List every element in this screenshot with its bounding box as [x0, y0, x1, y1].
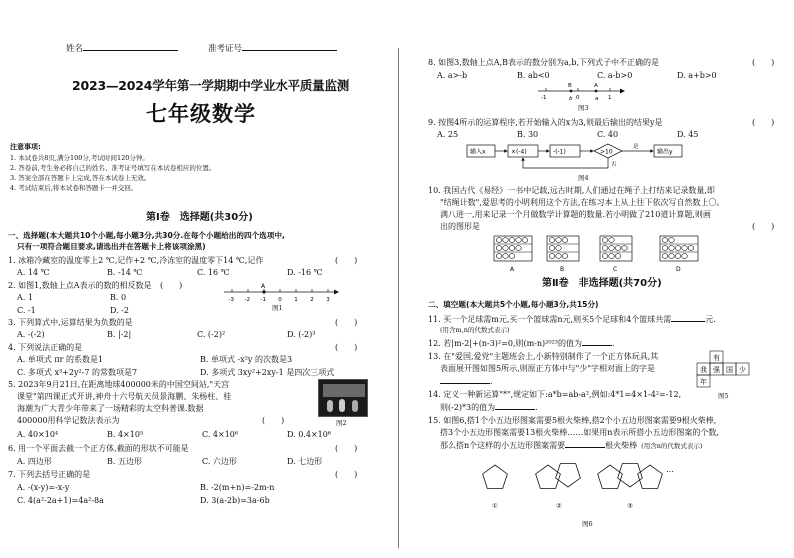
- knot-circle: [522, 238, 528, 243]
- q7-option-d[interactable]: D. 3(a-2b)=3a-6b: [200, 496, 270, 505]
- q14-answer-blank[interactable]: [495, 402, 535, 410]
- knot-circle: [556, 246, 562, 251]
- knot-circle: [503, 246, 509, 251]
- pentagon: [618, 463, 643, 487]
- knot-circle: [609, 246, 615, 251]
- pentagon: [536, 465, 561, 489]
- q10-figure-b[interactable]: [547, 236, 579, 261]
- figure-3-caption: 图3: [578, 104, 589, 112]
- q10-figure-a[interactable]: [494, 236, 532, 261]
- figure-6-caption: 图6: [582, 520, 593, 528]
- knot-circle: [675, 246, 681, 251]
- q9-option-a[interactable]: A. 25: [437, 130, 459, 139]
- notes-heading: 注意事项:: [10, 143, 41, 151]
- point-b-value: b: [569, 96, 573, 102]
- q3-option-a[interactable]: A. -(-2): [17, 330, 45, 339]
- net-cell: 国: [726, 366, 733, 374]
- note-item: 4. 考试结束后,将本试卷和答题卡一并交回。: [10, 184, 138, 192]
- knot-circle: [675, 254, 681, 259]
- q14-answer-line: 则(-2)*3的值为 .: [440, 403, 538, 412]
- flow-no-label: 否: [611, 162, 617, 168]
- q7-stem: 7. 下列去括号正确的是: [8, 470, 91, 479]
- continuation-dots: …: [666, 465, 674, 474]
- point-b-label: B: [568, 83, 572, 89]
- q5-option-b[interactable]: B. 4×10⁵: [107, 430, 144, 439]
- q7-option-c[interactable]: C. 4(a²-2a+1)=4a²-8a: [17, 496, 104, 505]
- figure-3-number-line: [536, 80, 626, 104]
- q10-answer-paren[interactable]: ( ): [752, 222, 775, 231]
- flow-decision-label: >10: [600, 148, 613, 156]
- q5-line: 课堂"第四课正式开讲,神舟十六号航天员景海鹏、朱杨柱、桂: [17, 392, 232, 401]
- knot-circle: [509, 238, 515, 243]
- net-cell: 年: [700, 378, 707, 386]
- q2-stem: 2. 如图1,数轴上点A表示的数的相反数是: [8, 281, 152, 290]
- knot-circle: [516, 246, 522, 251]
- q8-option-d[interactable]: D. a+b>0: [677, 71, 717, 80]
- q1-stem: 1. 冰箱冷藏室的温度零上2 ℃,记作+2 ℃,冷冻室的温度零下14 ℃,记作: [8, 256, 264, 265]
- page-divider: [398, 48, 399, 548]
- q4-option-d[interactable]: D. 多项式 3xy²+2xy-1 是四次三项式: [200, 368, 335, 377]
- q13-answer-blank[interactable]: [440, 376, 490, 384]
- figure-5-cube-net: [696, 350, 752, 392]
- q6-option-b[interactable]: B. 五边形: [107, 457, 142, 466]
- knot-circle: [503, 254, 509, 259]
- q4-option-a[interactable]: A. 单项式 πr 的系数是1: [17, 355, 104, 364]
- knot-circle: [602, 246, 608, 251]
- knot-circle: [615, 246, 621, 251]
- net-cell: 有: [713, 354, 720, 362]
- part1-title: 第Ⅰ卷 选择题(共30分): [146, 212, 253, 223]
- q2-answer-paren[interactable]: ( ): [160, 281, 183, 290]
- point-a-marker: [595, 90, 598, 93]
- point-a-label: A: [594, 83, 598, 89]
- q2-option-a[interactable]: A. 1: [17, 293, 33, 302]
- part2-title: 第Ⅱ卷 非选择题(共70分): [542, 278, 662, 289]
- point-b-marker: [570, 90, 573, 93]
- pattern-label: ③: [627, 502, 633, 510]
- point-a-value: a: [595, 96, 599, 102]
- knot-circle: [669, 246, 675, 251]
- q2-option-b[interactable]: B. 0: [110, 293, 127, 302]
- q10-option-c-label: C: [613, 266, 618, 273]
- net-cell: 少: [739, 366, 746, 374]
- q5-line: 400000用科学记数法表示为: [17, 416, 120, 425]
- pentagon-pattern-3: [598, 463, 663, 488]
- q7-option-a[interactable]: A. -(x-y)=-x-y: [17, 483, 70, 492]
- q1-option-b[interactable]: B. -14 ℃: [107, 268, 143, 277]
- figure-1-caption: 图1: [272, 304, 283, 312]
- q8-tick-label: 1: [608, 95, 612, 101]
- q2-option-d[interactable]: D. -2: [110, 306, 130, 315]
- q6-option-d[interactable]: D. 七边形: [287, 457, 323, 466]
- q4-answer-paren[interactable]: ( ): [335, 343, 358, 352]
- q1-option-c[interactable]: C. 16 ℃: [197, 268, 230, 277]
- tick-label: 1: [294, 297, 298, 303]
- knot-circle: [688, 246, 694, 251]
- q5-option-a[interactable]: A. 40×10⁴: [17, 430, 59, 439]
- q7-answer-paren[interactable]: ( ): [335, 470, 358, 479]
- q3-option-d[interactable]: D. (-2)³: [287, 330, 316, 339]
- q9-option-b[interactable]: B. 30: [517, 130, 539, 139]
- tick-label: 0: [278, 297, 282, 303]
- knot-circle: [556, 238, 562, 243]
- q8-tick-label: -1: [541, 95, 547, 101]
- figure-2-caption: 图2: [336, 419, 347, 427]
- figure-2-photo: [318, 379, 368, 417]
- q5-options: [17, 430, 347, 440]
- flow-output-label: 输出y: [657, 148, 673, 156]
- q3-option-b[interactable]: B. |-2|: [107, 330, 132, 339]
- section1-heading-2: 只有一项符合题目要求,请选出并在答题卡上将该项涂黑): [17, 242, 206, 251]
- subject-title: 七年级数学: [146, 102, 256, 126]
- knot-circle: [662, 246, 668, 251]
- q12-text: 12. 若|m-2|+(n-3)²=0,则(m-n)²⁰²³的值为 .: [428, 339, 615, 348]
- knot-circle: [669, 238, 675, 243]
- q10-line: "结绳计数",爱思考的小明利用这个方法,在练习本上从上往下依次写自然数上〇。: [440, 198, 725, 207]
- q11-text: 11. 买一个足球需m元,买一个篮球需n元,则买5个足球和4个篮球共需 元.: [428, 315, 716, 324]
- pentagon: [598, 465, 623, 489]
- q10-line: 出的图形是: [440, 222, 480, 231]
- pentagon-pattern-1: [483, 465, 508, 489]
- q8-tick-label: 0: [576, 95, 580, 101]
- tick-label: 3: [326, 297, 330, 303]
- figure-4-flowchart: [465, 139, 685, 173]
- knot-circle: [516, 238, 522, 243]
- exam-id-label: 准考证号: [208, 44, 337, 55]
- section1-heading: 一、选择题(本大题共10个小题,每小题3分,共30分.在每个小题给出的四个选项中,: [8, 231, 285, 240]
- flow-yes-label: 是: [633, 144, 639, 150]
- pattern-label: ②: [556, 502, 562, 510]
- q15-line: 搭3个小五边形图案需要13根火柴棒……如果用n表示所搭小五边形图案的个数,: [440, 428, 719, 437]
- note-item: 1. 本试卷共8页,满分100分,考试时间120分钟。: [10, 154, 149, 162]
- q4-stem: 4. 下列说法正确的是: [8, 343, 83, 352]
- q6-options: [17, 457, 347, 467]
- q8-option-a[interactable]: A. a>-b: [437, 71, 468, 80]
- q12-answer-blank[interactable]: [582, 338, 612, 346]
- point-a-marker: [262, 290, 265, 293]
- figure-6-pentagons: [470, 452, 710, 512]
- knot-circle: [602, 238, 608, 243]
- flow-input-label: 输入x: [470, 148, 486, 156]
- q10-figure-d[interactable]: [660, 236, 698, 261]
- q10-line: 10. 我国古代《易经》一书中记载,远古时期,人们通过在绳子上打结来记录数量,即: [428, 186, 715, 195]
- tick-label: -3: [228, 297, 234, 303]
- q10-figure-c[interactable]: [600, 236, 632, 261]
- net-cell: 强: [713, 366, 720, 374]
- tick-label: -1: [260, 297, 266, 303]
- q11-answer-blank[interactable]: [671, 314, 705, 322]
- name-label: 姓名: [66, 44, 178, 55]
- knot-circle: [662, 238, 668, 243]
- q15-answer-line: 那么搭n个这样的小五边形图案需要 根火柴棒 (用含n的代数式表示): [440, 441, 703, 450]
- knot-circle: [602, 254, 608, 259]
- q4-option-b[interactable]: B. 单项式 -x²y 的次数是3: [200, 355, 293, 364]
- knot-circle: [509, 246, 515, 251]
- knot-circle: [496, 238, 502, 243]
- q8-stem: 8. 如图3,数轴上点A,B表示的数分别为a,b,下列式子中不正确的是: [428, 58, 659, 67]
- q10-option-b-label: B: [560, 266, 565, 273]
- q13-line: 表面展开图如图5所示,则原正方体中与"少"字相对面上的字是: [440, 364, 655, 373]
- q15-answer-blank[interactable]: [565, 440, 605, 448]
- q3-options: [17, 330, 347, 340]
- q5-answer-paren[interactable]: ( ): [262, 416, 285, 425]
- knot-circle: [609, 238, 615, 243]
- note-item: 3. 答案全部在答题卡上完成,答在本试卷上无效。: [10, 174, 151, 182]
- figure-4-caption: 图4: [578, 174, 589, 182]
- knot-circle: [669, 254, 675, 259]
- pentagon: [556, 463, 581, 487]
- q6-option-c[interactable]: C. 六边形: [202, 457, 237, 466]
- q5-line: 5. 2023年9月21日,在距离地球400000米的中国空间站,"天宫: [8, 380, 230, 389]
- q1-option-a[interactable]: A. 14 ℃: [17, 268, 50, 277]
- knot-circle: [682, 254, 688, 259]
- knot-circle: [496, 254, 502, 259]
- q10-line: 满八进一,用来记录一个月做数学计算题的数量.若小明做了210道计算题,则画: [440, 210, 711, 219]
- q13-answer-line: .: [440, 376, 493, 387]
- pentagon: [483, 465, 508, 489]
- knot-circle: [622, 246, 628, 251]
- tick-label: 2: [310, 297, 314, 303]
- q1-option-d[interactable]: D. -16 ℃: [287, 268, 323, 277]
- knot-circle: [549, 246, 555, 251]
- knot-circle: [662, 254, 668, 259]
- q13-line: 13. 在"爱国,爱党"主题班会上,小新特别制作了一个正方体玩具,其: [428, 352, 659, 361]
- flow-subtract-label: -(-1): [553, 148, 566, 156]
- q7-option-b[interactable]: B. -2(m+n)=-2m-n: [200, 483, 275, 492]
- q8-option-b[interactable]: B. ab<0: [517, 71, 550, 80]
- q2-option-c[interactable]: C. -1: [17, 306, 36, 315]
- q10-knot-figures: [492, 234, 714, 274]
- q9-stem: 9. 按图4所示的运算程序,若开始输入的x为3,则最后输出的结果y是: [428, 118, 663, 127]
- point-a-label: A: [261, 283, 266, 290]
- knot-circle: [615, 254, 621, 259]
- q1-options: [17, 268, 347, 278]
- knot-circle: [562, 254, 568, 259]
- pentagon: [638, 465, 663, 489]
- q10-option-a-label: A: [510, 266, 515, 273]
- q14-line: 14. 定义一种新运算"*",规定如下:a*b=ab-a²,例如:4*1=4×1-4²=-12,: [428, 390, 682, 399]
- q1-answer-paren[interactable]: ( ): [335, 256, 358, 265]
- q3-stem: 3. 下列算式中,运算结果为负数的是: [8, 318, 133, 327]
- tick-label: -2: [244, 297, 250, 303]
- q3-answer-paren[interactable]: ( ): [335, 318, 358, 327]
- q5-option-d[interactable]: D. 0.4×10⁶: [287, 430, 332, 439]
- q11-note: (用含m,n的代数式表示): [440, 326, 510, 334]
- q6-stem: 6. 用一个平面去截一个正方体,截面的形状不可能是: [8, 444, 189, 453]
- exam-title: 2023—2024学年第一学期期中学业水平质量监测: [72, 78, 350, 93]
- q5-line: 海潮为广大青少年带来了一场精彩的太空科普课.数据: [17, 404, 204, 413]
- q8-option-c[interactable]: C. a-b>0: [597, 71, 633, 80]
- flow-multiply-label: ×(-4): [511, 148, 527, 156]
- knot-circle: [509, 254, 515, 259]
- knot-circle: [562, 238, 568, 243]
- q3-option-c[interactable]: C. (-2)²: [197, 330, 226, 339]
- section2-heading: 二、填空题(本大题共5个小题,每小题3分,共15分): [428, 300, 599, 309]
- pentagon-pattern-2: [536, 463, 581, 488]
- knot-circle: [496, 246, 502, 251]
- q9-option-c[interactable]: C. 40: [597, 130, 619, 139]
- knot-circle: [682, 246, 688, 251]
- q15-line: 15. 如图6,搭1个小五边形图案需要5根火柴棒,搭2个小五边形图案需要9根火柴棒,: [428, 416, 717, 425]
- note-item: 2. 答卷前,考生务必将自己的姓名、准考证号填写在本试卷相应的位置。: [10, 164, 216, 172]
- net-cell: 我: [700, 366, 707, 374]
- pattern-label: ①: [492, 502, 498, 510]
- knot-circle: [549, 254, 555, 259]
- q10-option-d-label: D: [676, 266, 681, 273]
- q6-answer-paren[interactable]: ( ): [335, 444, 358, 453]
- q5-option-c[interactable]: C. 4×10⁶: [202, 430, 239, 439]
- knot-circle: [556, 254, 562, 259]
- q8-answer-paren[interactable]: ( ): [752, 58, 775, 67]
- q9-answer-paren[interactable]: ( ): [752, 118, 775, 127]
- figure-5-caption: 图5: [718, 392, 729, 400]
- knot-circle: [549, 238, 555, 243]
- q6-option-a[interactable]: A. 四边形: [17, 457, 52, 466]
- q4-option-c[interactable]: C. 多项式 x³+2y²-7 的常数项是7: [17, 368, 138, 377]
- knot-circle: [609, 254, 615, 259]
- q9-option-d[interactable]: D. 45: [677, 130, 699, 139]
- knot-circle: [503, 238, 509, 243]
